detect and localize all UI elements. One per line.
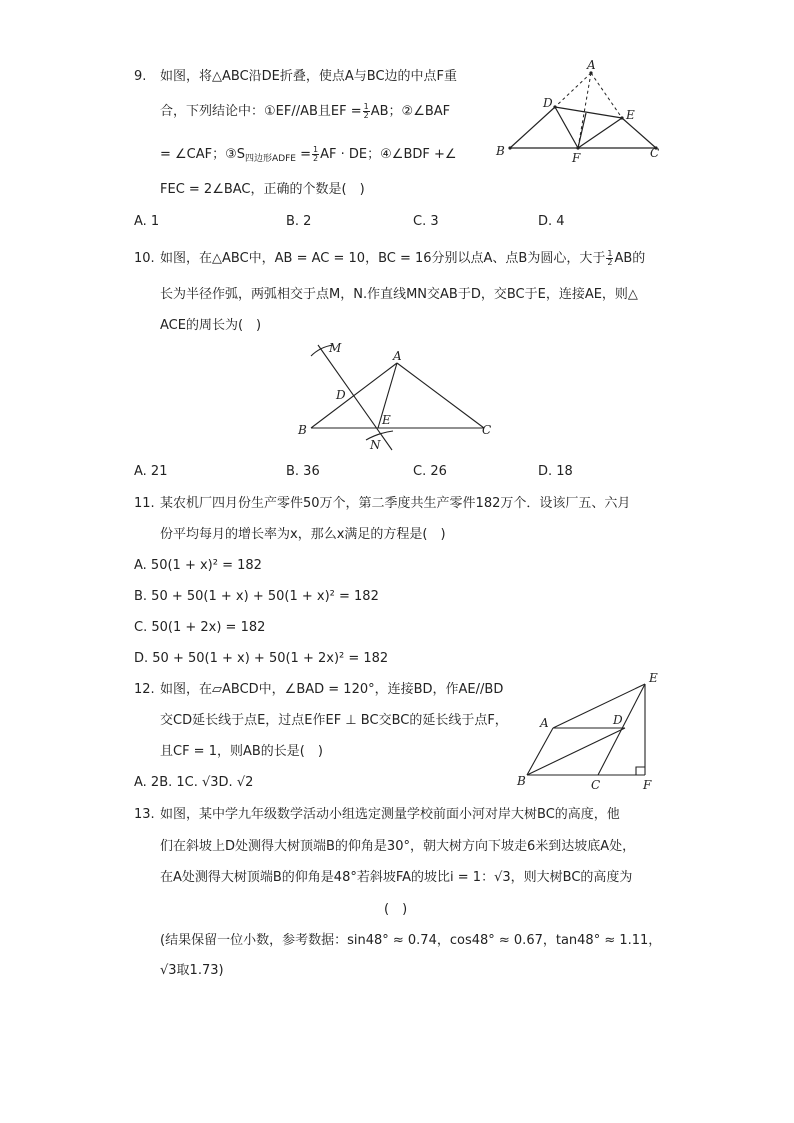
q10-option-a[interactable]: A. 21 xyxy=(134,464,168,479)
q9-label-d: D xyxy=(543,96,553,110)
q9-label-c: C xyxy=(650,146,660,160)
q10-label-n: N xyxy=(370,438,381,452)
q12-line3: 且CF = 1，则AB的长是( ) xyxy=(160,744,323,759)
q13-line2: 们在斜坡上D处测得大树顶端B的仰角是30°，朝大树方向下坡走6米到达坡底A处， xyxy=(160,839,636,854)
q10-number: 10. xyxy=(134,251,155,266)
q9-option-d[interactable]: D. 4 xyxy=(538,214,565,229)
q10-line2: 长为半径作弧，两弧相交于点M，N.作直线MN交AB于D，交BC于E，连接AE，则△ xyxy=(160,287,638,302)
q11-option-a[interactable]: A. 50(1 + x)² = 182 xyxy=(134,558,262,573)
q13-number: 13. xyxy=(134,807,155,822)
q9-line4: FEC = 2∠BAC，正确的个数是( ) xyxy=(160,182,365,197)
q11-number: 11. xyxy=(134,496,155,511)
q9-number: 9. xyxy=(134,69,147,84)
q12-label-a: A xyxy=(540,716,549,730)
q9-fraction-half: $\frac{1}{2}$ xyxy=(363,102,369,120)
q10-label-e: E xyxy=(382,413,391,427)
q9-option-b[interactable]: B. 2 xyxy=(286,214,312,229)
q9-line1: 如图，将△ABC沿DE折叠，使点A与BC边的中点F重 xyxy=(160,69,458,84)
q13-line5: (结果保留一位小数，参考数据：sin48° ≈ 0.74，cos48° ≈ 0.67，tan48° ≈ 1.11， xyxy=(160,933,662,948)
q12-line1: 如图，在▱ABCD中，∠BAD = 120°，连接BD，作AE//BD xyxy=(160,682,504,697)
q12-label-f: F xyxy=(643,778,652,792)
q10-label-b: B xyxy=(298,423,307,437)
q10-label-m: M xyxy=(329,341,342,355)
q9-label-a: A xyxy=(587,58,596,72)
q11-option-b[interactable]: B. 50 + 50(1 + x) + 50(1 + x)² = 182 xyxy=(134,589,379,604)
q10-line3: ACE的周长为( ) xyxy=(160,318,262,333)
q12-label-e: E xyxy=(649,671,658,685)
q13-line6: √3取1.73) xyxy=(160,963,224,978)
q10-label-d: D xyxy=(336,388,346,402)
q10-option-b[interactable]: B. 36 xyxy=(286,464,320,479)
q12-number: 12. xyxy=(134,682,155,697)
q12-options[interactable]: A. 2B. 1C. √3D. √2 xyxy=(134,775,254,790)
q12-label-d: D xyxy=(613,713,623,727)
q11-option-c[interactable]: C. 50(1 + 2x) = 182 xyxy=(134,620,266,635)
q13-line1: 如图，某中学九年级数学活动小组选定测量学校前面小河对岸大树BC的高度，他 xyxy=(160,807,620,822)
q13-answer-blank: ( ) xyxy=(384,902,408,917)
q10-line1: 如图，在△ABC中，AB = AC = 10，BC = 16分别以点A、点B为圆心，大于 $\frac{1}{2}$ AB的 xyxy=(160,249,646,267)
q12-line2: 交CD延长线于点E，过点E作EF ⊥ BC交BC的延长线于点F， xyxy=(160,713,508,728)
q9-option-a[interactable]: A. 1 xyxy=(134,214,160,229)
q9-line2: 合，下列结论中：①EF//AB且EF = $\frac{1}{2}$ AB；②∠BAF xyxy=(160,102,451,120)
q12-label-b: B xyxy=(517,774,526,788)
q9-label-f: F xyxy=(572,151,581,165)
q9-line3: = ∠CAF；$③S_{四边形ADFE}$ = $\frac{1}{2}$ AF · DE；④∠BDF +∠ xyxy=(160,145,457,164)
q11-line1: 某农机厂四月份生产零件50万个，第二季度共生产零件182万个．设该厂五、六月 xyxy=(160,496,631,511)
q10-option-c[interactable]: C. 26 xyxy=(413,464,447,479)
q10-label-c: C xyxy=(482,423,492,437)
q12-label-c: C xyxy=(591,778,601,792)
q11-line2: 份平均每月的增长率为x，那么x满足的方程是( ) xyxy=(160,527,446,542)
q9-fraction-half-2: $\frac{1}{2}$ xyxy=(313,145,319,163)
q9-option-c[interactable]: C. 3 xyxy=(413,214,439,229)
q10-label-a: A xyxy=(393,349,402,363)
q9-label-e: E xyxy=(626,108,635,122)
q10-fraction-half: $\frac{1}{2}$ xyxy=(607,249,613,267)
q13-line3: 在A处测得大树顶端B的仰角是48°若斜坡FA的坡比i = 1：√3，则大树BC的高度为 xyxy=(160,870,633,885)
q10-option-d[interactable]: D. 18 xyxy=(538,464,573,479)
q9-label-b: B xyxy=(496,144,505,158)
q11-option-d[interactable]: D. 50 + 50(1 + x) + 50(1 + 2x)² = 182 xyxy=(134,651,389,666)
